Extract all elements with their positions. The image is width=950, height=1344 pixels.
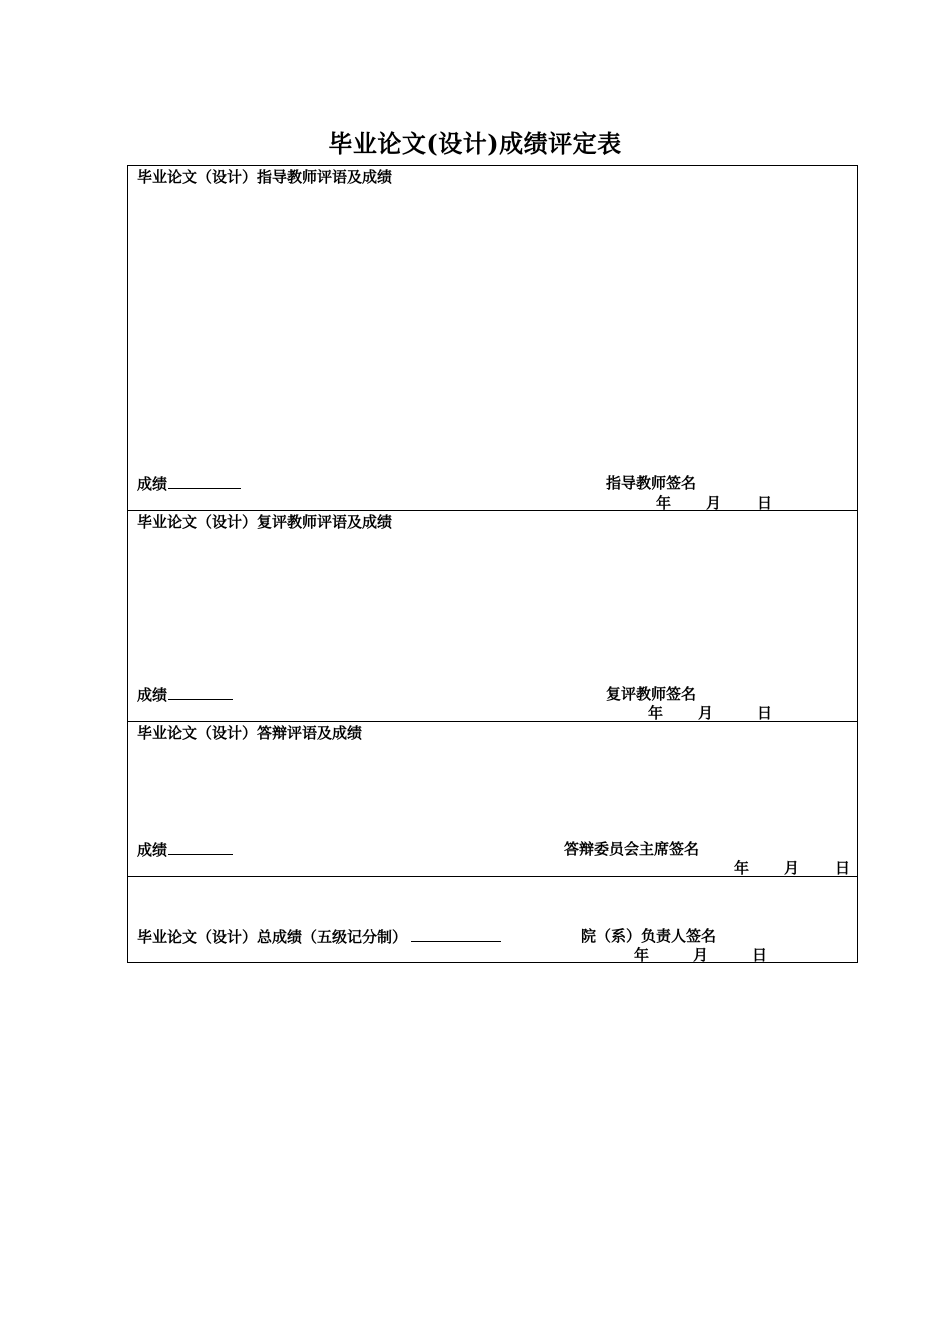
month-label: 月 bbox=[693, 946, 709, 964]
reviewer-heading: 毕业论文（设计）复评教师评语及成绩 bbox=[137, 513, 393, 531]
grade-label: 成绩 bbox=[137, 475, 168, 493]
supervisor-heading: 毕业论文（设计）指导教师评语及成绩 bbox=[137, 168, 393, 186]
grade-label: 成绩 bbox=[137, 686, 168, 704]
day-label: 日 bbox=[835, 859, 851, 877]
total-section bbox=[128, 877, 857, 962]
supervisor-date bbox=[656, 494, 772, 512]
grade-blank[interactable] bbox=[168, 840, 233, 855]
supervisor-section bbox=[128, 166, 857, 511]
dept-signature-label: 院（系）负责人签名 bbox=[581, 927, 717, 945]
grade-blank[interactable] bbox=[168, 474, 241, 489]
year-label: 年 bbox=[648, 704, 664, 722]
defense-signature-label: 答辩委员会主席签名 bbox=[564, 840, 700, 858]
day-label: 日 bbox=[757, 704, 773, 722]
total-grade-blank[interactable] bbox=[411, 927, 501, 942]
page-title: 毕业论文(设计)成绩评定表 bbox=[328, 129, 622, 158]
reviewer-grade-field[interactable] bbox=[137, 685, 233, 704]
grade-label: 成绩 bbox=[137, 841, 168, 859]
defense-date bbox=[734, 859, 850, 877]
day-label: 日 bbox=[752, 946, 768, 964]
defense-grade-field[interactable] bbox=[137, 840, 233, 859]
reviewer-signature-label: 复评教师签名 bbox=[606, 685, 697, 703]
year-label: 年 bbox=[656, 494, 672, 512]
supervisor-signature-label: 指导教师签名 bbox=[606, 474, 697, 492]
evaluation-form bbox=[127, 165, 858, 963]
month-label: 月 bbox=[784, 859, 800, 877]
year-label: 年 bbox=[734, 859, 750, 877]
total-grade-label: 毕业论文（设计）总成绩（五级记分制） bbox=[137, 928, 408, 946]
month-label: 月 bbox=[698, 704, 714, 722]
month-label: 月 bbox=[706, 494, 722, 512]
total-grade-field[interactable] bbox=[137, 927, 501, 946]
reviewer-section bbox=[128, 511, 857, 722]
dept-date bbox=[634, 946, 767, 964]
reviewer-date bbox=[648, 704, 772, 722]
year-label: 年 bbox=[634, 946, 650, 964]
supervisor-grade-field[interactable] bbox=[137, 474, 241, 493]
defense-section bbox=[128, 722, 857, 877]
grade-blank[interactable] bbox=[168, 685, 233, 700]
defense-heading: 毕业论文（设计）答辩评语及成绩 bbox=[137, 724, 363, 742]
day-label: 日 bbox=[757, 494, 773, 512]
